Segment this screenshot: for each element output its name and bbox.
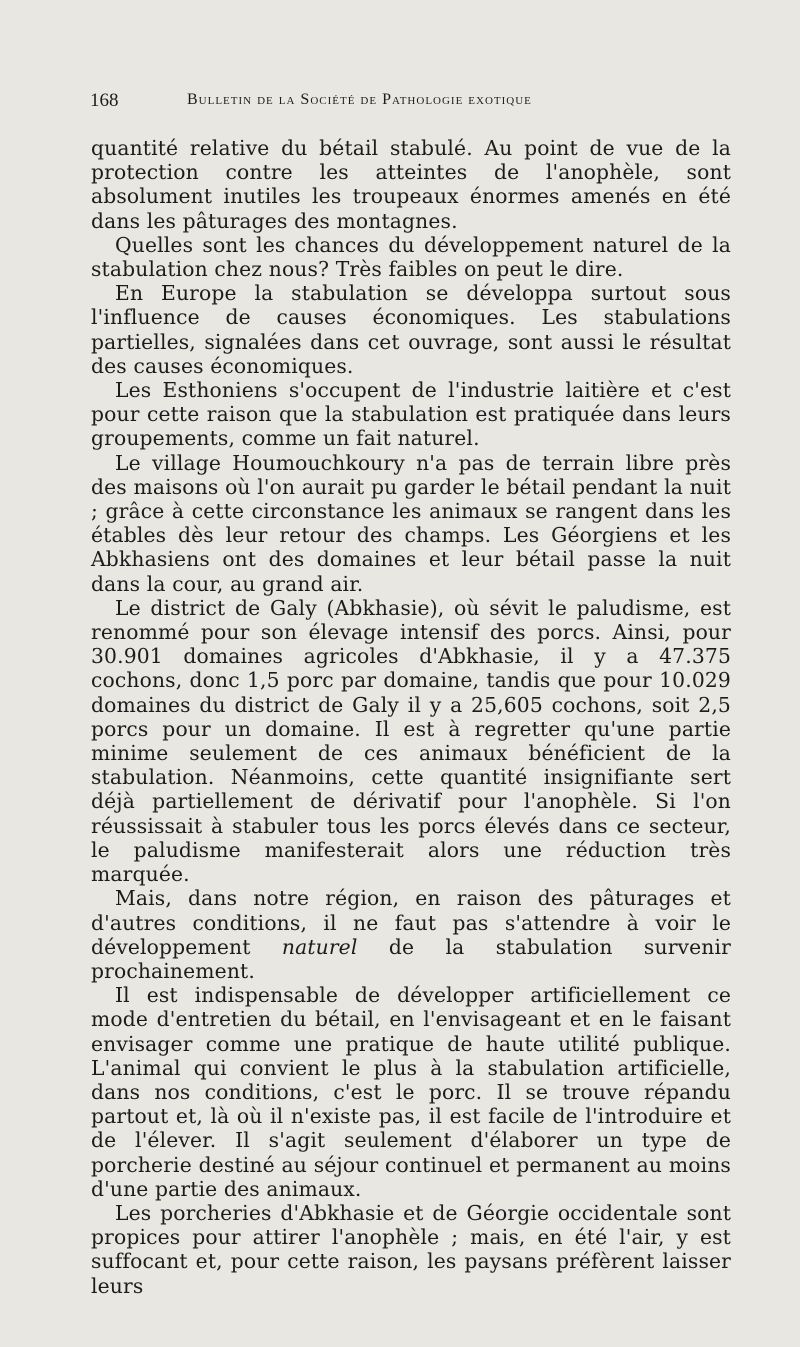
page-number: 168 [90, 90, 119, 111]
paragraph: Le district de Galy (Abkhasie), où sévit le paludisme, est renommé pour son élevage intensif des porcs. Ainsi, pour 30.901 domaines agricoles d'Abkhasie, il y a 47.375 cochons, donc 1,5 porc par domaine, tandis que pour 10.029 domaines du district de Galy il y a 25,605 cochons, soit 2,5 porcs pour un domaine. Il est à regretter qu'une partie minime seulement de ces animaux bénéficient de la stabulation. Néanmoins, cette quantité insignifiante sert déjà partiellement de dérivatif pour l'anophèle. Si l'on réussissait à stabuler tous les porcs élevés dans ce secteur, le paludisme manifesterait alors une réduction très marquée. [91, 595, 731, 887]
paragraph-continuation: quantité relative du bétail stabulé. Au point de vue de la protection contre les atteintes de l'anophèle, sont absolument inutiles les troupeaux énormes amenés en été dans les pâturages des montagnes. [91, 136, 731, 233]
paragraph-text: Mais, dans notre région, en raison des pâturages et d'autres conditions, il ne faut pas s'attendre à voir le développement [91, 886, 731, 959]
journal-title: Bulletin de la Société de Pathologie exotique [187, 91, 532, 108]
paragraph: Il est indispensable de développer artificiellement ce mode d'entretien du bétail, en l'envisageant et en le faisant envisager comme une pratique de haute utilité publique. L'animal qui convient le plus à la stabulation artificielle, dans nos conditions, c'est le porc. Il se trouve répandu partout et, là où il n'existe pas, il est facile de l'introduire et de l'élever. Il s'agit seulement d'élaborer un type de porcherie destiné au séjour continuel et permanent au moins d'une partie des animaux. [91, 983, 731, 1201]
paragraph: En Europe la stabulation se développa surtout sous l'influence de causes économiques. Les stabulations partielles, signalées dans cet ouvrage, sont aussi le résultat des causes économiques. [91, 281, 731, 378]
paragraph: Les Esthoniens s'occupent de l'industrie laitière et c'est pour cette raison que la stabulation est pratiquée dans leurs groupements, comme un fait naturel. [91, 378, 731, 451]
paragraph: Quelles sont les chances du développement naturel de la stabulation chez nous? Très faibles on peut le dire. [91, 232, 731, 282]
body-text [91, 136, 731, 1298]
paragraph [91, 886, 731, 983]
paragraph-text: de la stabulation survenir prochainement. [91, 934, 731, 983]
running-head [90, 90, 730, 116]
paragraph: Le village Houmouchkoury n'a pas de terrain libre près des maisons où l'on aurait pu garder le bétail pendant la nuit ; grâce à cette circonstance les animaux se rangent dans les étables dès leur retour des champs. Les Géorgiens et les Abkhasiens ont des domaines et leur bétail passe la nuit dans la cour, au grand air. [91, 450, 731, 596]
italic-term: naturel [281, 934, 358, 959]
paragraph: Les porcheries d'Abkhasie et de Géorgie occidentale sont propices pour attirer l'anophèle ; mais, en été l'air, y est suffocant et, pour cette raison, les paysans préfèrent laisser leurs [91, 1200, 731, 1298]
